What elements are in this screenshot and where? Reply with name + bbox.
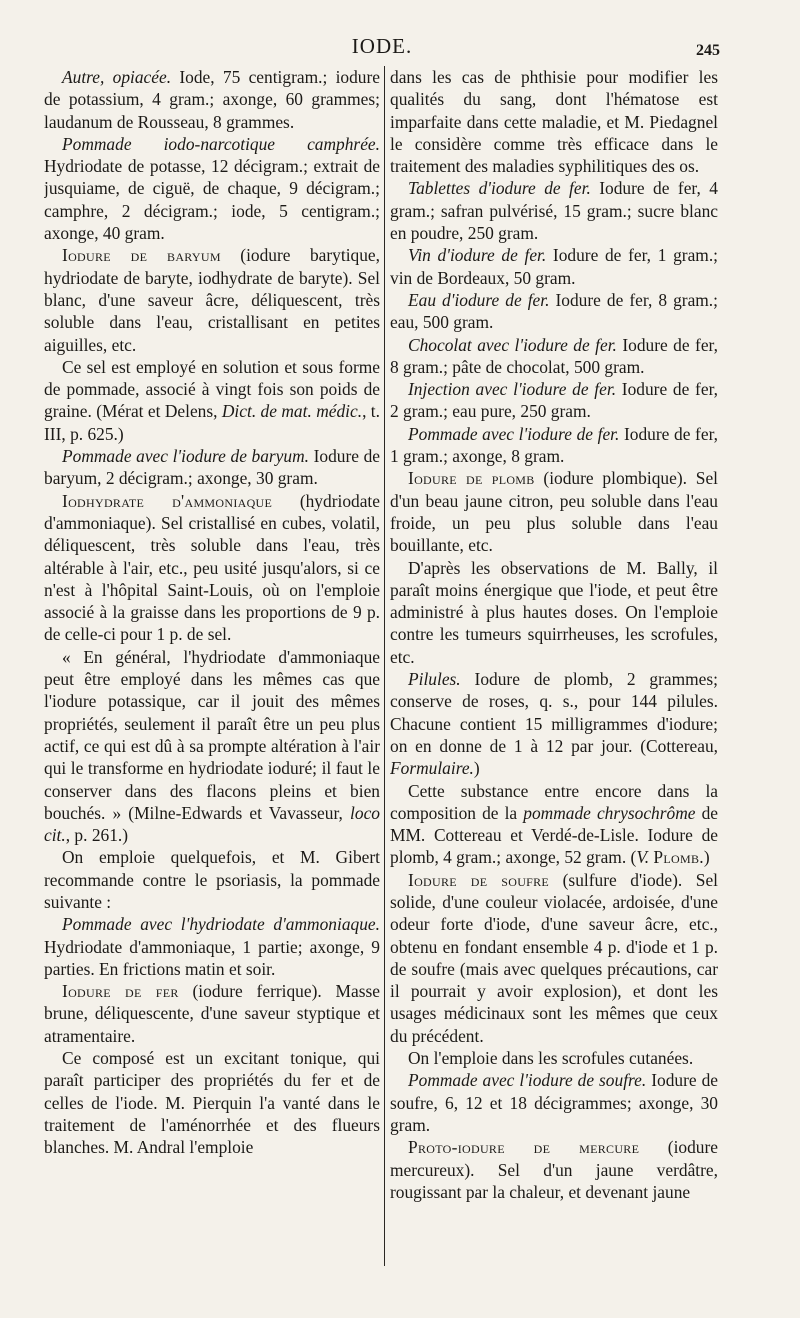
text-run: Iodure de fer, 4 gram.; safran pulvérisé, 15 gram.; sucre blanc en poudre, 250 gram.: [390, 178, 718, 244]
entry-heading: Iodure de fer: [62, 981, 179, 1002]
entry-heading: Iodure de baryum: [62, 245, 221, 266]
italic-text: Chocolat avec l'iodure de fer.: [408, 334, 617, 355]
paragraph: [44, 445, 380, 490]
paragraph: [390, 780, 718, 869]
left-column: [44, 66, 380, 1306]
entry-heading: Iodure de plomb: [408, 468, 535, 489]
running-title: IODE.: [351, 34, 413, 58]
italic-text: pommade chrysochrôme: [523, 802, 696, 823]
italic-text: Autre, opiacée.: [62, 67, 172, 87]
entry-heading: Plomb.: [653, 847, 704, 868]
text-run: (iodure plombique). Sel d'un beau jaune citron, peu soluble dans l'eau froide, un peu plus soluble dans l'eau bouillante, etc.: [390, 468, 718, 556]
right-column: [390, 66, 718, 1306]
paragraph: [44, 244, 380, 355]
entry-heading: Iodure de soufre: [408, 869, 550, 890]
italic-text: Pommade avec l'iodure de soufre.: [408, 1070, 647, 1091]
text-run: Hydriodate de potasse, 12 décigram.; extrait de jusquiame, de ciguë, de chaque, 9 décigram.; camphre, 2 décigram.; iode, 5 centigram.; axonge, 40 gram.: [44, 156, 380, 244]
text-run: (sulfure d'iode). Sel solide, d'une couleur violacée, ardoisée, d'une odeur forte d'iode, d'une saveur âcre, etc., obtenu en fondant ensemble 4 p. d'iode et 1 p. de soufre (mais avec quelques précautions, car il pourrait y avoir explosion), et dont les usages médicinaux sont les mêmes que ceux du précédent.: [390, 869, 718, 1046]
text-run: Iodure de baryum, 2 décigram.; axonge, 30 gram.: [44, 446, 380, 489]
paragraph: [44, 133, 380, 244]
text-run: (iodure ferrique). Masse brune, déliquescente, d'une saveur styptique et atramentaire.: [44, 981, 380, 1046]
italic-text: Pilules.: [408, 669, 461, 690]
paragraph: [390, 869, 718, 1047]
italic-text: Pommade avec l'iodure de fer.: [408, 423, 620, 444]
paragraph: [390, 378, 718, 423]
italic-text: Tablettes d'iodure de fer.: [408, 178, 591, 199]
italic-text: Eau d'iodure de fer.: [408, 289, 550, 310]
paragraph: [390, 668, 718, 779]
paragraph: [44, 846, 380, 913]
paragraph: [390, 334, 718, 379]
paragraph: [44, 646, 380, 847]
text-run: Iodure de fer, 8 gram.; eau, 500 gram.: [390, 289, 718, 333]
text-run: , p. 261.): [65, 825, 129, 846]
text-run: ): [473, 758, 480, 779]
text-run: Iodure de fer, 1 gram.; vin de Bordeaux, 50 gram.: [390, 245, 718, 288]
text-run: Iodure de fer, 8 gram.; pâte de chocolat, 500 gram.: [390, 334, 718, 377]
paragraph: [390, 1047, 718, 1069]
text-run: Iodure de plomb, 2 grammes; conserve de roses, q. s., pour 144 pilules. Chacune contient 15 milligrammes d'iodure; on en donne de 1 à 12 par jour. (Cottereau,: [390, 669, 718, 756]
text-run: Iodure de fer, 2 gram.; eau pure, 250 gram.: [390, 379, 718, 422]
text-run: de MM. Cottereau et Verdé-de-Lisle. Iodure de plomb, 4 gram.; axonge, 52 gram. (: [390, 802, 718, 868]
text-run: On emploie quelquefois, et M. Gibert recommande contre le psoriasis, la pommade suivante :: [44, 847, 380, 912]
paragraph: [390, 66, 718, 177]
italic-text: Dict. de mat. médic.: [221, 401, 363, 422]
paragraph: [390, 467, 718, 556]
text-run: (hydriodate d'ammoniaque). Sel cristallisé en cubes, volatil, déliquescent, très soluble dans l'eau, très altérable à l'air, etc., peu usité jusqu'alors, si ce n'est à l'hôpital Saint-Louis, où on l'emploie associé à la graisse dans les proportions de 9 p. de celle-ci pour 1 p. de sel.: [44, 490, 380, 645]
text-run: Ce composé est un excitant tonique, qui paraît participer des propriétés du fer et de celles de l'iode. M. Pierquin l'a vanté dans le traitement de l'aménorrhée et des flueurs blanches. M. Andral l'emploie: [44, 1048, 380, 1158]
paragraph: [390, 289, 718, 334]
text-run: D'après les observations de M. Bally, il paraît moins énergique que l'iode, et peut être administré à plus hautes doses. On l'emploie contre les tumeurs squirrheuses, les scrofules, etc.: [390, 557, 718, 667]
text-run: Iode, 75 centigram.; iodure de potassium, 4 gram.; axonge, 60 grammes; laudanum de Rousseau, 8 grammes.: [44, 67, 380, 132]
paragraph: [390, 1136, 718, 1203]
text-run: , t. III, p. 625.): [44, 401, 380, 444]
paragraph: [390, 557, 718, 668]
text-run: (iodure mercureux). Sel d'un jaune verdâtre, rougissant par la chaleur, et devenant jaune: [390, 1137, 718, 1202]
text-run: Cette substance entre encore dans la composition de la: [390, 780, 718, 823]
paragraph: [44, 490, 380, 646]
entry-heading: Proto-iodure de mercure: [408, 1137, 640, 1158]
page-number: 245: [696, 42, 720, 59]
text-run: Iodure de soufre, 6, 12 et 18 décigrammes; axonge, 30 gram.: [390, 1070, 718, 1135]
italic-text: Pommade avec l'hydriodate d'ammoniaque.: [62, 914, 380, 935]
entry-heading: Iodhydrate d'ammoniaque: [62, 490, 273, 511]
italic-text: Formulaire.: [390, 758, 474, 779]
italic-text: V.: [636, 847, 650, 868]
text-run: Iodure de fer, 1 gram.; axonge, 8 gram.: [390, 423, 718, 467]
paragraph: [390, 1069, 718, 1136]
italic-text: Injection avec l'iodure de fer.: [408, 379, 617, 400]
paragraph: [390, 244, 718, 289]
paragraph: [390, 423, 718, 468]
italic-text: loco cit.: [44, 802, 380, 846]
text-run: Ce sel est employé en solution et sous forme de pommade, associé à vingt fois son poids de graine. (Mérat et Delens,: [44, 356, 380, 422]
text-run: On l'emploie dans les scrofules cutanées.: [408, 1048, 694, 1069]
paragraph: [44, 356, 380, 445]
paragraph: [44, 66, 380, 133]
text-run: dans les cas de phthisie pour modifier les qualités du sang, dont l'hématose est imparfaite dans cette maladie, et M. Piedagnel le considère comme très efficace dans le traitement des maladies syphilitiques des os.: [390, 67, 718, 177]
paragraph: [44, 913, 380, 980]
paragraph: [44, 1047, 380, 1158]
italic-text: Pommade avec l'iodure de baryum.: [62, 446, 309, 467]
column-divider: [384, 66, 385, 1266]
text-run: (iodure barytique, hydriodate de baryte, iodhydrate de baryte). Sel blanc, d'une saveur âcre, déliquescent, très soluble dans l'eau, cristallisant en petites aiguilles, etc.: [44, 245, 380, 355]
running-header: [44, 30, 720, 64]
text-run: « En général, l'hydriodate d'ammoniaque peut être employé dans les mêmes cas que l'iodure potassique, car il jouit des mêmes propriétés, seulement il paraît être un peu plus actif, ce qui est dû à sa prompte altération à l'air qui le transforme en hydriodate ioduré; il faut le conserver dans des flacons pleins et bien bouchés. » (Milne-Edwards et Vavasseur,: [44, 646, 380, 823]
paragraph: [44, 980, 380, 1047]
italic-text: Vin d'iodure de fer.: [408, 245, 547, 266]
text-run: Hydriodate d'ammoniaque, 1 partie; axonge, 9 parties. En frictions matin et soir.: [44, 936, 380, 979]
italic-text: Pommade iodo-narcotique camphrée.: [62, 133, 380, 154]
text-run: ): [703, 847, 710, 868]
paragraph: [390, 177, 718, 244]
